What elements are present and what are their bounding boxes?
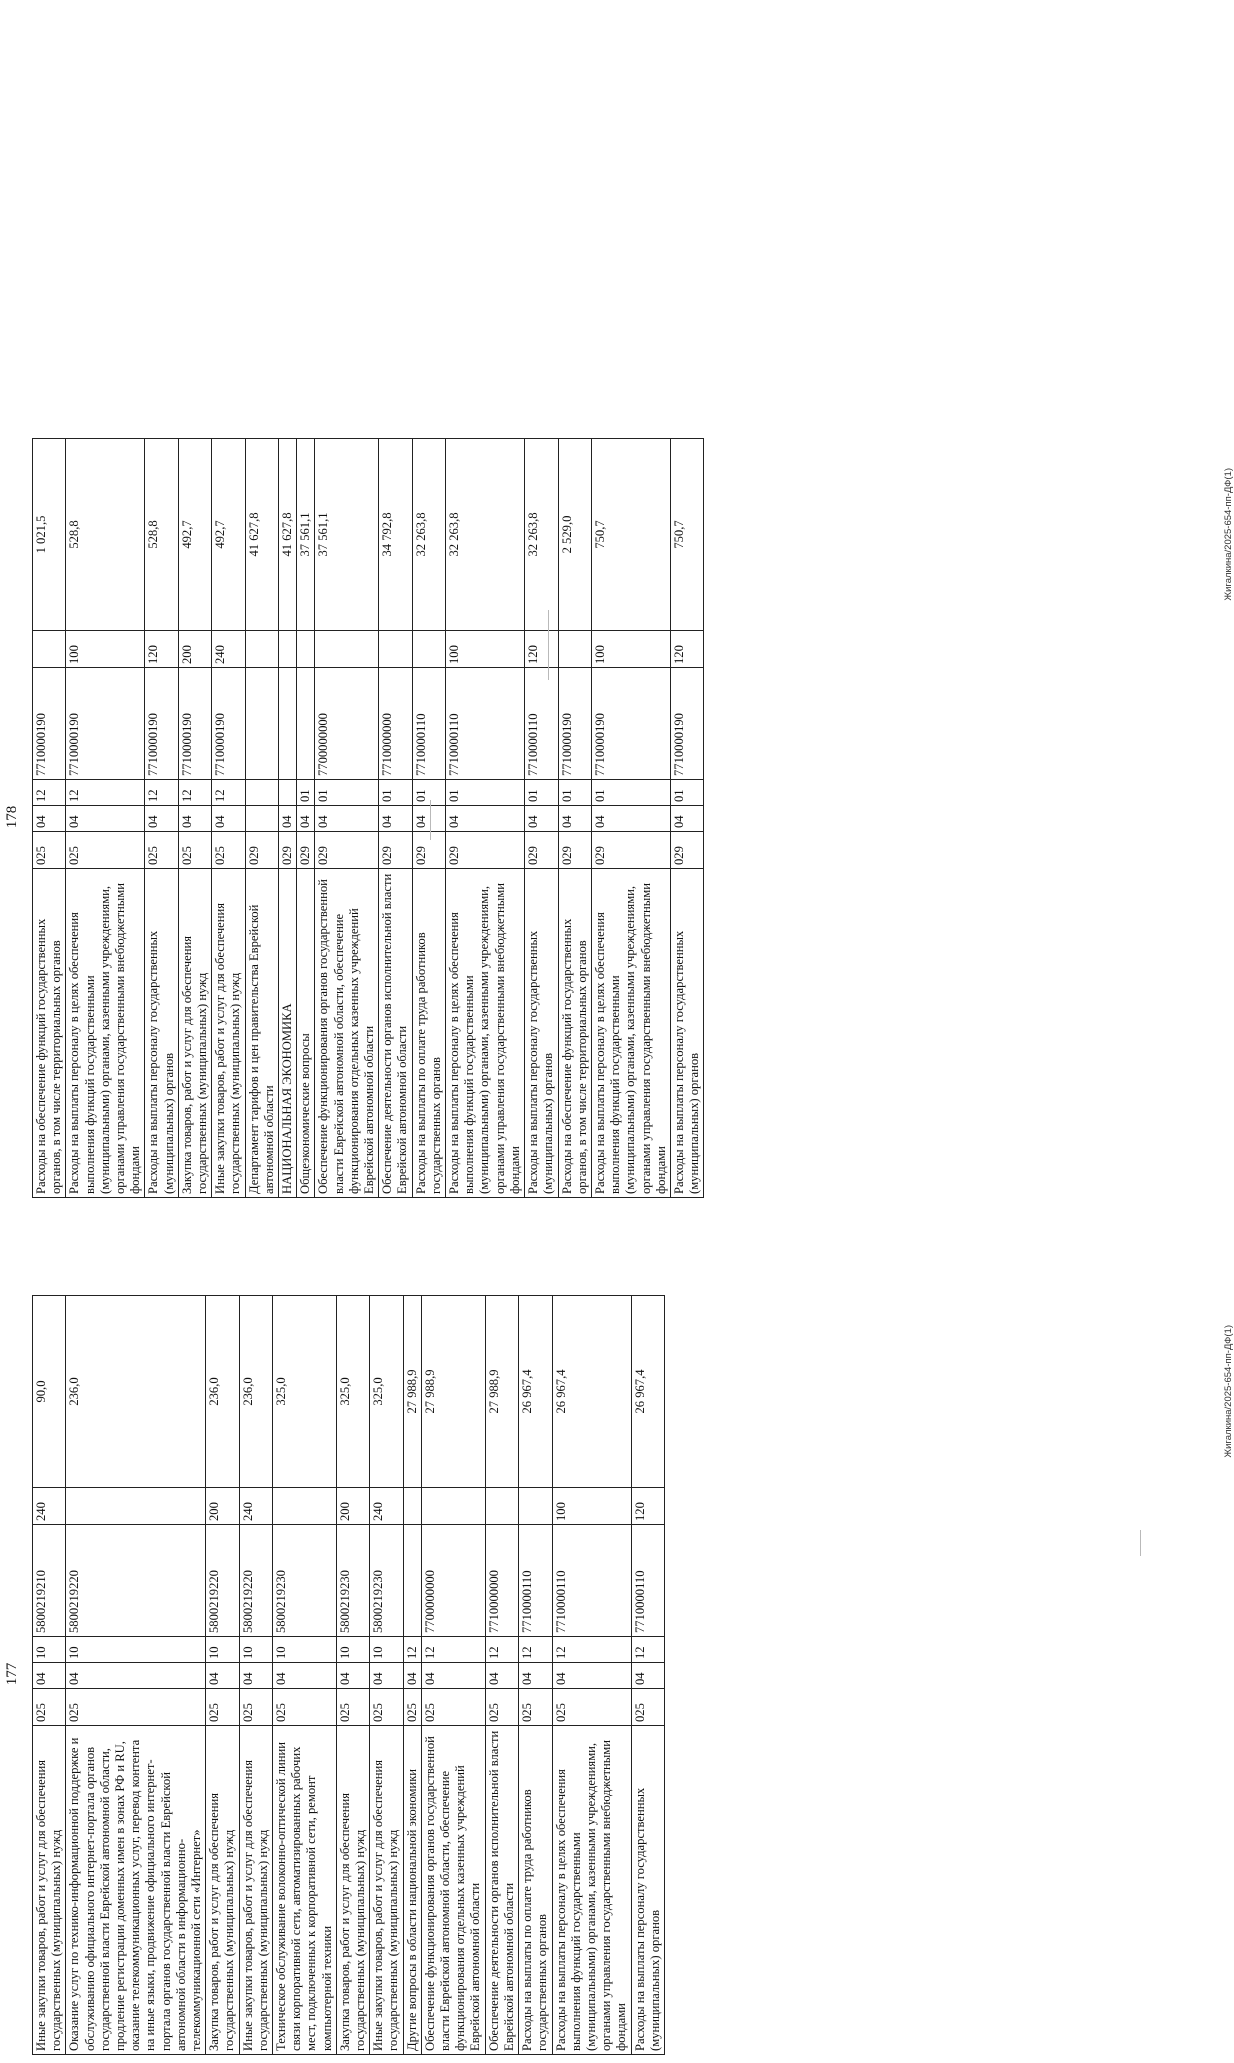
table-row xyxy=(178,439,211,1198)
row-admin-code-cell: 029 xyxy=(297,832,315,869)
table-row xyxy=(446,439,525,1198)
row-subsection-cell: 12 xyxy=(485,1637,518,1663)
row-admin-code-cell: 025 xyxy=(33,1689,66,1726)
row-target-article-cell: 7710000190 xyxy=(558,668,591,780)
row-name-cell: Департамент тарифов и цен правительства Еврейской автономной области xyxy=(245,869,278,1198)
table-row xyxy=(66,1296,206,2055)
row-section-cell: 04 xyxy=(485,1663,518,1689)
row-expense-type-cell xyxy=(403,1488,421,1525)
row-subsection-cell: 01 xyxy=(315,780,379,806)
row-expense-type-cell: 120 xyxy=(525,631,558,668)
row-section-cell: 04 xyxy=(336,1663,369,1689)
row-admin-code-cell: 025 xyxy=(370,1689,403,1726)
row-expense-type-cell: 200 xyxy=(206,1488,239,1525)
row-section-cell: 04 xyxy=(33,806,66,832)
table-row xyxy=(558,439,591,1198)
table-row xyxy=(279,439,297,1198)
row-subsection-cell: 10 xyxy=(206,1637,239,1663)
row-sum-cell: 90,0 xyxy=(33,1296,66,1488)
row-expense-type-cell xyxy=(245,631,278,668)
table-row xyxy=(206,1296,239,2055)
row-target-article-cell: 5800219230 xyxy=(273,1525,337,1637)
row-subsection-cell: 12 xyxy=(33,780,66,806)
row-section-cell: 04 xyxy=(519,1663,552,1689)
row-target-article-cell: 7710000190 xyxy=(145,668,178,780)
row-section-cell: 04 xyxy=(631,1663,664,1689)
row-target-article-cell: 7710000000 xyxy=(485,1525,518,1637)
row-section-cell: 04 xyxy=(558,806,591,832)
row-admin-code-cell: 029 xyxy=(558,832,591,869)
row-subsection-cell: 12 xyxy=(212,780,245,806)
row-name-cell: Расходы на обеспечение функций государственных органов, в том числе территориальных органов xyxy=(558,869,591,1198)
table-row xyxy=(421,1296,485,2055)
row-admin-code-cell: 025 xyxy=(145,832,178,869)
row-subsection-cell: 12 xyxy=(519,1637,552,1663)
row-section-cell: 04 xyxy=(552,1663,631,1689)
row-expense-type-cell xyxy=(33,631,66,668)
row-admin-code-cell: 025 xyxy=(178,832,211,869)
row-expense-type-cell xyxy=(421,1488,485,1525)
row-subsection-cell xyxy=(279,780,297,806)
row-target-article-cell: 5800219220 xyxy=(206,1525,239,1637)
table-row xyxy=(297,439,315,1198)
row-admin-code-cell: 025 xyxy=(403,1689,421,1726)
row-expense-type-cell xyxy=(379,631,412,668)
table-row xyxy=(245,439,278,1198)
row-target-article-cell xyxy=(403,1525,421,1637)
row-target-article-cell: 7700000000 xyxy=(421,1525,485,1637)
row-expense-type-cell xyxy=(279,631,297,668)
row-sum-cell: 325,0 xyxy=(336,1296,369,1488)
row-name-cell: Закупка товаров, работ и услуг для обеспечения государственных (муниципальных) нужд xyxy=(206,1726,239,2055)
row-target-article-cell: 7710000190 xyxy=(670,668,703,780)
row-sum-cell: 32 263,8 xyxy=(412,439,445,631)
row-sum-cell: 528,8 xyxy=(66,439,145,631)
row-subsection-cell: 01 xyxy=(297,780,315,806)
row-sum-cell: 27 988,9 xyxy=(485,1296,518,1488)
row-section-cell: 04 xyxy=(412,806,445,832)
row-subsection-cell: 12 xyxy=(421,1637,485,1663)
row-subsection-cell: 10 xyxy=(370,1637,403,1663)
row-subsection-cell: 12 xyxy=(66,780,145,806)
row-sum-cell: 528,8 xyxy=(145,439,178,631)
row-name-cell: Расходы на выплаты персоналу в целях обеспечения выполнения функций государственными (муниципальными) органами, казенными учреждениями, органами управления государственными внебюджетными фондами xyxy=(66,869,145,1198)
row-admin-code-cell: 029 xyxy=(279,832,297,869)
row-section-cell: 04 xyxy=(279,806,297,832)
row-section-cell: 04 xyxy=(403,1663,421,1689)
row-subsection-cell: 10 xyxy=(66,1637,206,1663)
table-row xyxy=(412,439,445,1198)
row-target-article-cell: 7710000110 xyxy=(446,668,525,780)
row-section-cell: 04 xyxy=(66,806,145,832)
table-row xyxy=(336,1296,369,2055)
table-row xyxy=(631,1296,664,2055)
row-subsection-cell: 01 xyxy=(558,780,591,806)
table-body xyxy=(33,1296,665,2055)
row-target-article-cell: 5800219210 xyxy=(33,1525,66,1637)
row-sum-cell: 236,0 xyxy=(66,1296,206,1488)
budget-table xyxy=(32,438,704,1198)
table-row xyxy=(552,1296,631,2055)
row-sum-cell: 26 967,4 xyxy=(519,1296,552,1488)
document-footer-id: Жигалкина/2025-654-пп-ДФ(1) xyxy=(1223,468,1234,601)
row-target-article-cell: 7710000110 xyxy=(552,1525,631,1637)
row-section-cell: 04 xyxy=(212,806,245,832)
table-body xyxy=(33,439,704,1198)
scan-artifact-line xyxy=(430,800,431,840)
row-subsection-cell: 12 xyxy=(552,1637,631,1663)
row-subsection-cell: 01 xyxy=(379,780,412,806)
row-target-article-cell: 5800219220 xyxy=(66,1525,206,1637)
row-admin-code-cell: 025 xyxy=(485,1689,518,1726)
row-target-article-cell: 7710000110 xyxy=(519,1525,552,1637)
row-name-cell: Обеспечение деятельности органов исполнительной власти Еврейской автономной области xyxy=(485,1726,518,2055)
scan-artifact-line xyxy=(1140,1530,1141,1556)
row-sum-cell: 41 627,8 xyxy=(279,439,297,631)
page-177 xyxy=(0,1285,1234,2063)
row-target-article-cell: 7710000110 xyxy=(412,668,445,780)
budget-table xyxy=(32,1295,665,2055)
page-178 xyxy=(0,428,1234,1206)
row-sum-cell: 1 021,5 xyxy=(33,439,66,631)
row-expense-type-cell: 240 xyxy=(370,1488,403,1525)
row-admin-code-cell: 029 xyxy=(379,832,412,869)
row-section-cell: 04 xyxy=(591,806,670,832)
row-name-cell: Оказание услуг по технико-информационной поддержке и обслуживанию официального интернет-портала органов государственной власти Еврейской автономной области, продление регистрации доменных имен в зонах РФ и RU, оказание телекоммуникационных услуг, перевод контента на иные языки, продвижение официального интернет-портала органов государственной власти Еврейской автономной области в информационно-телекоммуникационной сети «Интернет» xyxy=(66,1726,206,2055)
row-section-cell: 04 xyxy=(145,806,178,832)
row-target-article-cell: 5800219230 xyxy=(336,1525,369,1637)
row-admin-code-cell: 025 xyxy=(519,1689,552,1726)
row-subsection-cell: 10 xyxy=(336,1637,369,1663)
row-admin-code-cell: 025 xyxy=(33,832,66,869)
page-number: 178 xyxy=(4,805,20,829)
row-section-cell: 04 xyxy=(421,1663,485,1689)
row-sum-cell: 236,0 xyxy=(206,1296,239,1488)
row-section-cell: 04 xyxy=(370,1663,403,1689)
row-name-cell: Расходы на выплаты персоналу в целях обеспечения выполнения функций государственными (муниципальными) органами, казенными учреждениями, органами управления государственными внебюджетными фондами xyxy=(552,1726,631,2055)
row-admin-code-cell: 025 xyxy=(239,1689,272,1726)
row-sum-cell: 32 263,8 xyxy=(525,439,558,631)
row-expense-type-cell xyxy=(66,1488,206,1525)
row-name-cell: Расходы на выплаты по оплате труда работников государственных органов xyxy=(519,1726,552,2055)
row-name-cell: НАЦИОНАЛЬНАЯ ЭКОНОМИКА xyxy=(279,869,297,1198)
row-admin-code-cell: 029 xyxy=(525,832,558,869)
table-row xyxy=(670,439,703,1198)
table-row xyxy=(519,1296,552,2055)
row-target-article-cell: 7710000110 xyxy=(631,1525,664,1637)
row-admin-code-cell: 029 xyxy=(446,832,525,869)
row-subsection-cell: 12 xyxy=(145,780,178,806)
row-admin-code-cell: 029 xyxy=(670,832,703,869)
row-expense-type-cell: 100 xyxy=(66,631,145,668)
row-target-article-cell: 7700000000 xyxy=(315,668,379,780)
row-sum-cell: 26 967,4 xyxy=(552,1296,631,1488)
row-expense-type-cell: 100 xyxy=(552,1488,631,1525)
table-row xyxy=(315,439,379,1198)
row-sum-cell: 27 988,9 xyxy=(421,1296,485,1488)
row-subsection-cell: 10 xyxy=(273,1637,337,1663)
row-name-cell: Закупка товаров, работ и услуг для обеспечения государственных (муниципальных) нужд xyxy=(178,869,211,1198)
row-admin-code-cell: 029 xyxy=(412,832,445,869)
row-target-article-cell: 5800219230 xyxy=(370,1525,403,1637)
row-expense-type-cell: 120 xyxy=(670,631,703,668)
row-name-cell: Расходы на выплаты персоналу государственных (муниципальных) органов xyxy=(670,869,703,1198)
row-expense-type-cell xyxy=(273,1488,337,1525)
row-section-cell: 04 xyxy=(239,1663,272,1689)
row-sum-cell: 34 792,8 xyxy=(379,439,412,631)
row-section-cell: 04 xyxy=(33,1663,66,1689)
row-expense-type-cell: 240 xyxy=(212,631,245,668)
row-target-article-cell: 7710000000 xyxy=(379,668,412,780)
row-expense-type-cell xyxy=(558,631,591,668)
row-target-article-cell: 7710000110 xyxy=(525,668,558,780)
row-admin-code-cell: 025 xyxy=(631,1689,664,1726)
row-subsection-cell: 01 xyxy=(412,780,445,806)
row-expense-type-cell xyxy=(315,631,379,668)
row-admin-code-cell: 025 xyxy=(552,1689,631,1726)
row-target-article-cell xyxy=(279,668,297,780)
row-sum-cell: 750,7 xyxy=(670,439,703,631)
row-section-cell: 04 xyxy=(178,806,211,832)
row-name-cell: Иные закупки товаров, работ и услуг для обеспечения государственных (муниципальных) нужд xyxy=(33,1726,66,2055)
row-section-cell: 04 xyxy=(379,806,412,832)
table-row xyxy=(525,439,558,1198)
row-sum-cell: 325,0 xyxy=(370,1296,403,1488)
row-name-cell: Обеспечение деятельности органов исполнительной власти Еврейской автономной области xyxy=(379,869,412,1198)
row-sum-cell: 492,7 xyxy=(178,439,211,631)
row-name-cell: Обеспечение функционирования органов государственной власти Еврейской автономной области, обеспечение функционирования отдельных казенных учреждений Еврейской автономной области xyxy=(421,1726,485,2055)
row-target-article-cell: 5800219220 xyxy=(239,1525,272,1637)
row-admin-code-cell: 025 xyxy=(212,832,245,869)
row-expense-type-cell: 200 xyxy=(178,631,211,668)
row-expense-type-cell xyxy=(412,631,445,668)
row-section-cell: 04 xyxy=(670,806,703,832)
row-name-cell: Закупка товаров, работ и услуг для обеспечения государственных (муниципальных) нужд xyxy=(336,1726,369,2055)
row-section-cell: 04 xyxy=(273,1663,337,1689)
row-sum-cell: 492,7 xyxy=(212,439,245,631)
row-admin-code-cell: 029 xyxy=(245,832,278,869)
row-expense-type-cell: 240 xyxy=(239,1488,272,1525)
row-expense-type-cell: 100 xyxy=(591,631,670,668)
row-name-cell: Расходы на выплаты персоналу государственных (муниципальных) органов xyxy=(525,869,558,1198)
row-target-article-cell xyxy=(245,668,278,780)
row-admin-code-cell: 025 xyxy=(66,1689,206,1726)
row-expense-type-cell xyxy=(297,631,315,668)
row-subsection-cell: 10 xyxy=(33,1637,66,1663)
table-row xyxy=(273,1296,337,2055)
row-name-cell: Техническое обслуживание волоконно-оптической линии связи корпоративной сети, автоматизированных рабочих мест, подключенных к корпоративной сети, ремонт компьютерной техники xyxy=(273,1726,337,2055)
row-expense-type-cell: 240 xyxy=(33,1488,66,1525)
row-section-cell: 04 xyxy=(315,806,379,832)
table-row xyxy=(379,439,412,1198)
row-sum-cell: 41 627,8 xyxy=(245,439,278,631)
row-subsection-cell: 01 xyxy=(525,780,558,806)
row-name-cell: Иные закупки товаров, работ и услуг для обеспечения государственных (муниципальных) нужд xyxy=(212,869,245,1198)
row-subsection-cell: 01 xyxy=(670,780,703,806)
table-row xyxy=(212,439,245,1198)
row-target-article-cell: 7710000190 xyxy=(33,668,66,780)
row-section-cell xyxy=(245,806,278,832)
row-section-cell: 04 xyxy=(446,806,525,832)
row-target-article-cell xyxy=(297,668,315,780)
row-name-cell: Расходы на выплаты персоналу в целях обеспечения выполнения функций государственными (муниципальными) органами, казенными учреждениями, органами управления государственными внебюджетными фондами xyxy=(446,869,525,1198)
row-expense-type-cell xyxy=(485,1488,518,1525)
row-target-article-cell: 7710000190 xyxy=(591,668,670,780)
table-row xyxy=(370,1296,403,2055)
row-subsection-cell: 12 xyxy=(178,780,211,806)
row-sum-cell: 750,7 xyxy=(591,439,670,631)
row-admin-code-cell: 029 xyxy=(315,832,379,869)
scan-artifact-line xyxy=(548,610,549,680)
row-section-cell: 04 xyxy=(525,806,558,832)
row-name-cell: Иные закупки товаров, работ и услуг для обеспечения государственных (муниципальных) нужд xyxy=(370,1726,403,2055)
table-row xyxy=(591,439,670,1198)
row-sum-cell: 2 529,0 xyxy=(558,439,591,631)
row-name-cell: Иные закупки товаров, работ и услуг для обеспечения государственных (муниципальных) нужд xyxy=(239,1726,272,2055)
row-name-cell: Расходы на выплаты по оплате труда работников государственных органов xyxy=(412,869,445,1198)
row-expense-type-cell xyxy=(519,1488,552,1525)
row-sum-cell: 32 263,8 xyxy=(446,439,525,631)
row-admin-code-cell: 025 xyxy=(206,1689,239,1726)
row-sum-cell: 37 561,1 xyxy=(315,439,379,631)
row-admin-code-cell: 025 xyxy=(273,1689,337,1726)
row-target-article-cell: 7710000190 xyxy=(212,668,245,780)
table-row xyxy=(33,439,66,1198)
row-admin-code-cell: 025 xyxy=(421,1689,485,1726)
row-sum-cell: 37 561,1 xyxy=(297,439,315,631)
row-subsection-cell: 10 xyxy=(239,1637,272,1663)
row-name-cell: Расходы на выплаты персоналу государственных (муниципальных) органов xyxy=(145,869,178,1198)
row-section-cell: 04 xyxy=(297,806,315,832)
row-admin-code-cell: 029 xyxy=(591,832,670,869)
table-row xyxy=(403,1296,421,2055)
row-subsection-cell: 12 xyxy=(631,1637,664,1663)
row-expense-type-cell: 120 xyxy=(145,631,178,668)
row-admin-code-cell: 025 xyxy=(336,1689,369,1726)
table-row xyxy=(145,439,178,1198)
row-sum-cell: 27 988,9 xyxy=(403,1296,421,1488)
row-section-cell: 04 xyxy=(66,1663,206,1689)
row-section-cell: 04 xyxy=(206,1663,239,1689)
table-row xyxy=(66,439,145,1198)
row-name-cell: Обеспечение функционирования органов государственной власти Еврейской автономной области, обеспечение функционирования отдельных казенных учреждений Еврейской автономной области xyxy=(315,869,379,1198)
page-number: 177 xyxy=(4,1662,20,1686)
row-name-cell: Расходы на выплаты персоналу в целях обеспечения выполнения функций государственными (муниципальными) органами, казенными учреждениями, органами управления государственными внебюджетными фондами xyxy=(591,869,670,1198)
row-target-article-cell: 7710000190 xyxy=(178,668,211,780)
row-subsection-cell: 12 xyxy=(403,1637,421,1663)
row-subsection-cell: 01 xyxy=(446,780,525,806)
row-subsection-cell: 01 xyxy=(591,780,670,806)
row-expense-type-cell: 120 xyxy=(631,1488,664,1525)
document-footer-id: Жигалкина/2025-654-пп-ДФ(1) xyxy=(1223,1325,1234,1458)
row-subsection-cell xyxy=(245,780,278,806)
row-name-cell: Другие вопросы в области национальной экономики xyxy=(403,1726,421,2055)
row-sum-cell: 236,0 xyxy=(239,1296,272,1488)
row-expense-type-cell: 200 xyxy=(336,1488,369,1525)
row-target-article-cell: 7710000190 xyxy=(66,668,145,780)
row-name-cell: Расходы на выплаты персоналу государственных (муниципальных) органов xyxy=(631,1726,664,2055)
row-sum-cell: 26 967,4 xyxy=(631,1296,664,1488)
table-row xyxy=(33,1296,66,2055)
row-expense-type-cell: 100 xyxy=(446,631,525,668)
table-row xyxy=(239,1296,272,2055)
row-admin-code-cell: 025 xyxy=(66,832,145,869)
table-row xyxy=(485,1296,518,2055)
row-sum-cell: 325,0 xyxy=(273,1296,337,1488)
row-name-cell: Общеэкономические вопросы xyxy=(297,869,315,1198)
row-name-cell: Расходы на обеспечение функций государственных органов, в том числе территориальных органов xyxy=(33,869,66,1198)
